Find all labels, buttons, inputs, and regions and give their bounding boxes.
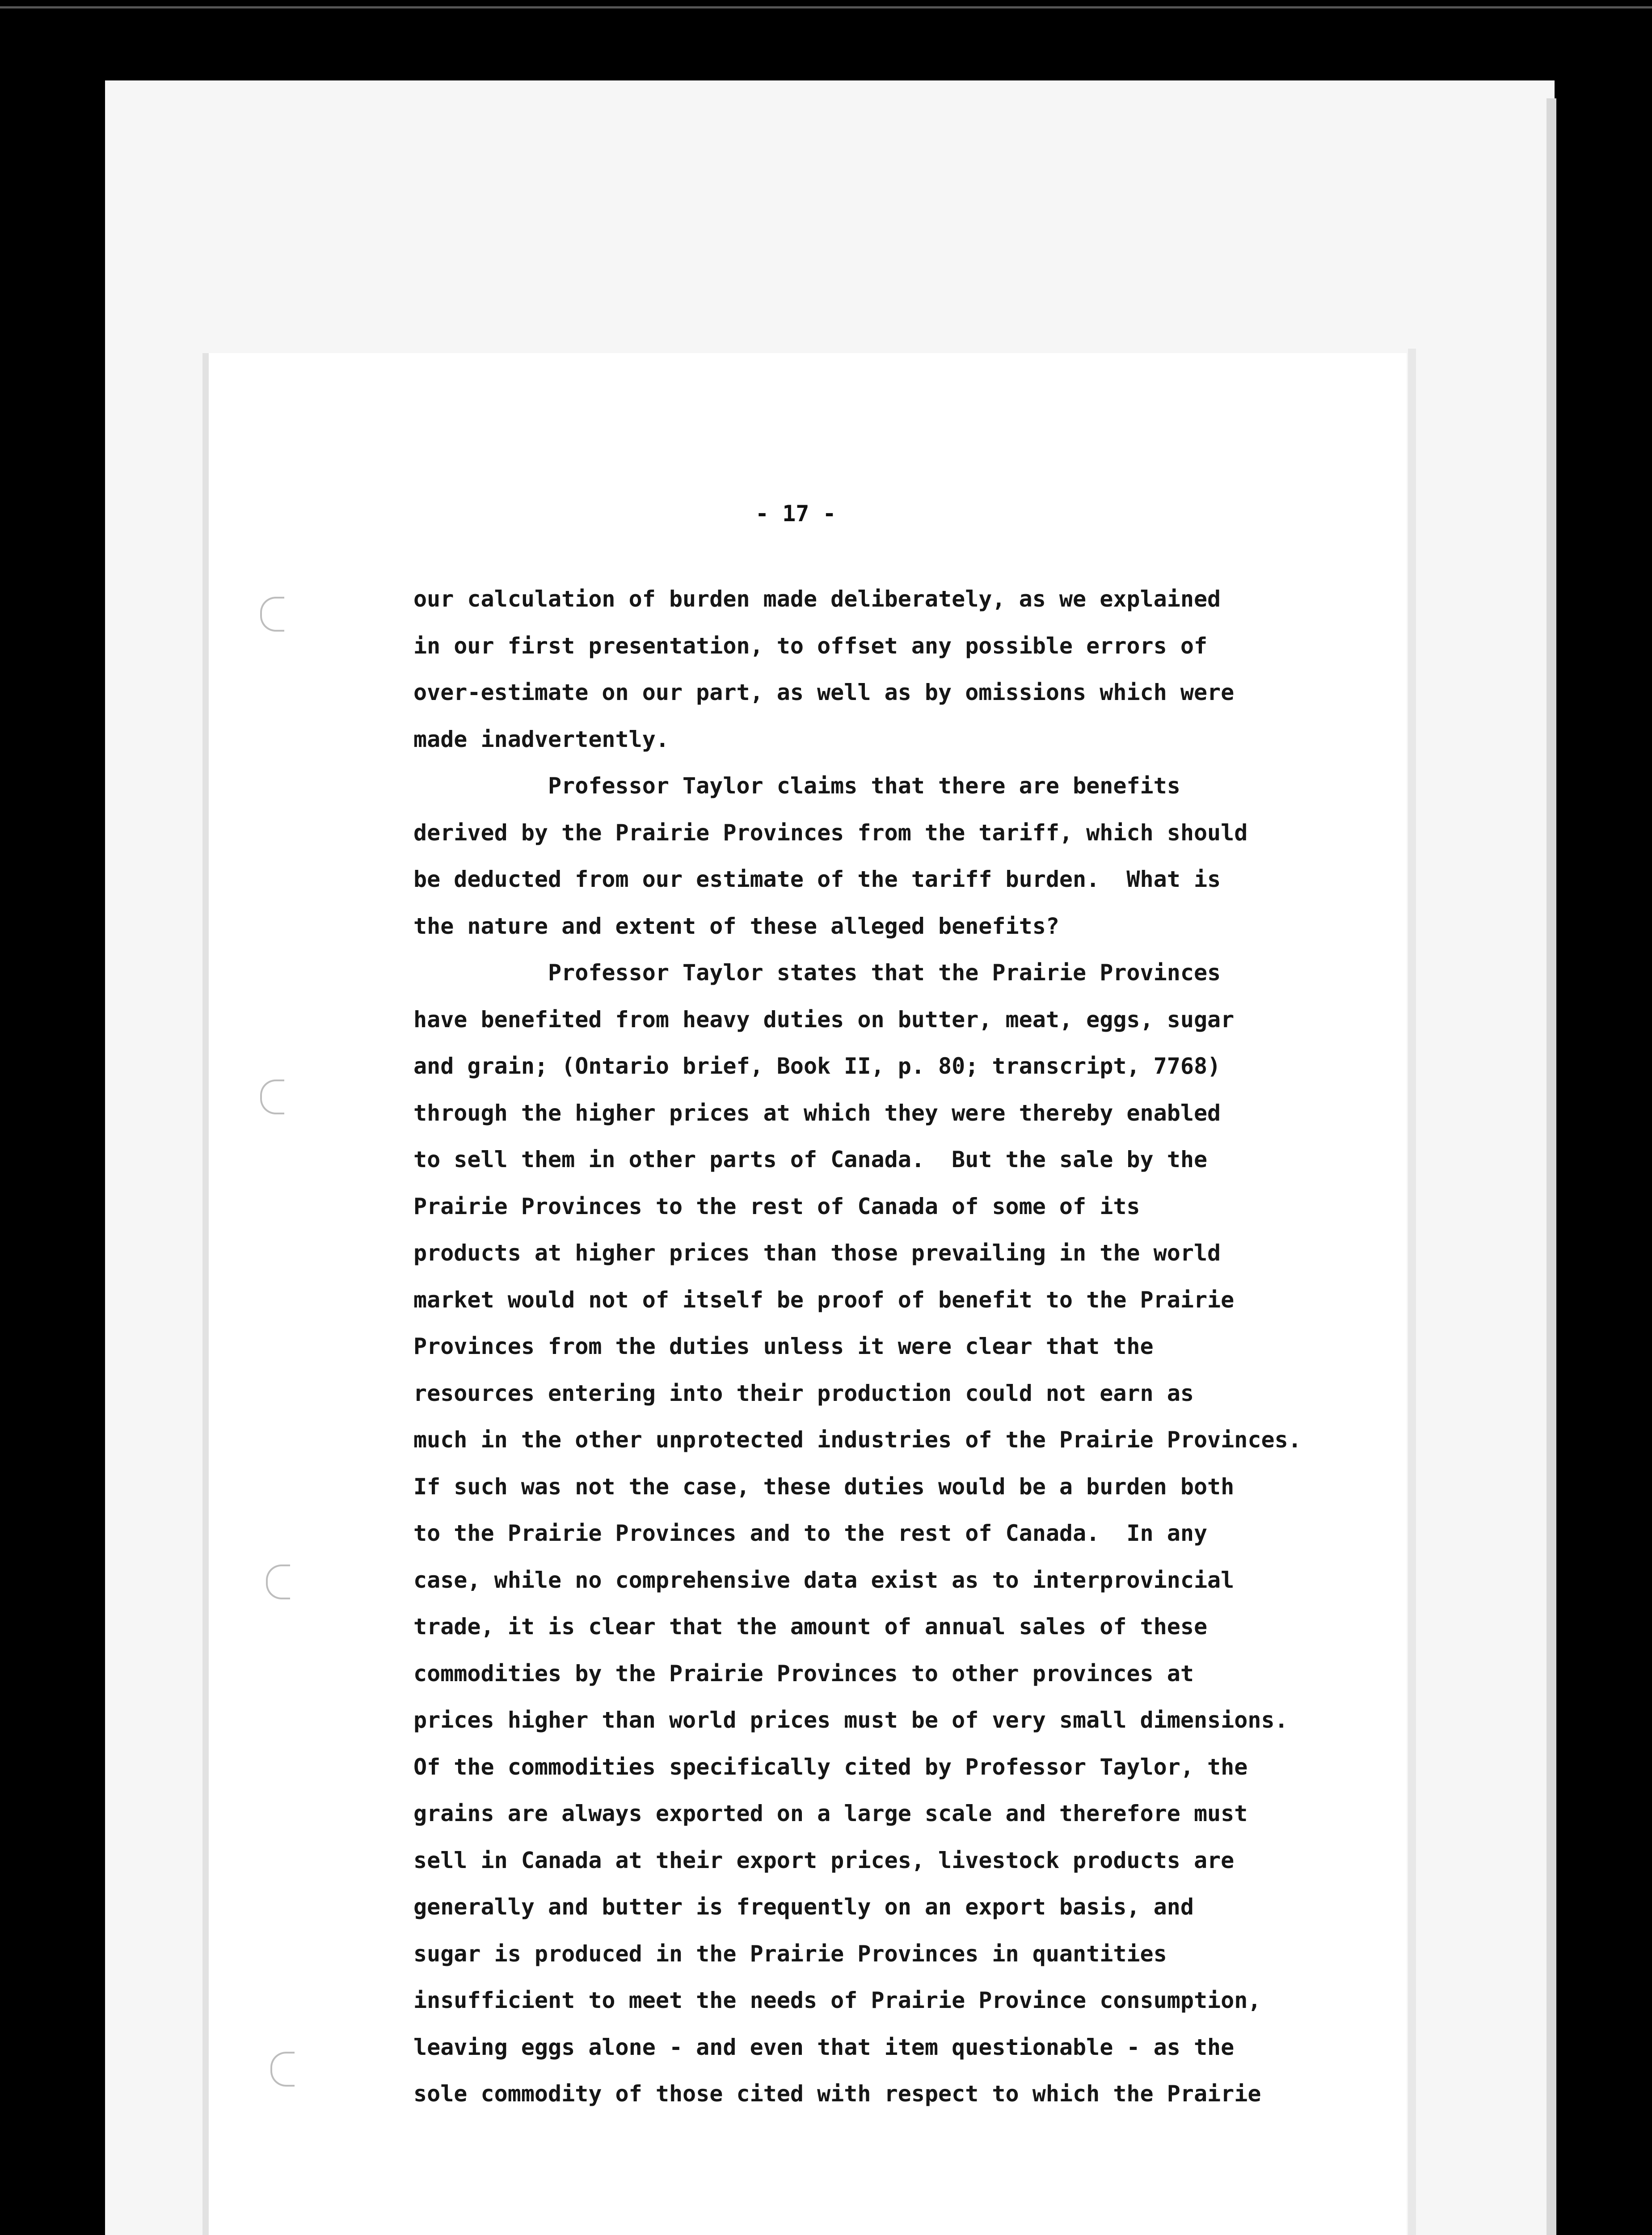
text-line: to the Prairie Provinces and to the rest of Canada. In any <box>413 1520 1208 1546</box>
text-line: resources entering into their production could not earn as <box>413 1380 1194 1406</box>
text-line: over-estimate on our part, as well as by omissions which were <box>413 679 1235 705</box>
text-line: much in the other unprotected industries of the Prairie Provinces. <box>413 1427 1302 1453</box>
punch-hole-3 <box>266 1564 290 1599</box>
text-line: and grain; (Ontario brief, Book II, p. 80; transcript, 7768) <box>413 1053 1221 1079</box>
text-line: leaving eggs alone - and even that item questionable - as the <box>413 2034 1235 2060</box>
text-line: trade, it is clear that the amount of annual sales of these <box>413 1614 1208 1640</box>
text-line: generally and butter is frequently on an export basis, and <box>413 1894 1194 1920</box>
punch-hole-1 <box>260 597 284 632</box>
text-line: have benefited from heavy duties on butter, meat, eggs, sugar <box>413 1006 1235 1033</box>
text-line: If such was not the case, these duties would be a burden both <box>413 1473 1235 1500</box>
text-line: be deducted from our estimate of the tariff burden. What is <box>413 866 1221 892</box>
text-line: sell in Canada at their export prices, livestock products are <box>413 1847 1235 1873</box>
text-line: Professor Taylor claims that there are benefits <box>413 773 1180 799</box>
text-line: Of the commodities specifically cited by Professor Taylor, the <box>413 1754 1248 1780</box>
text-line: to sell them in other parts of Canada. But the sale by the <box>413 1147 1208 1172</box>
text-line: case, while no comprehensive data exist as to interprovincial <box>413 1567 1235 1593</box>
text-line: derived by the Prairie Provinces from the tariff, which should <box>413 819 1248 846</box>
text-line: Professor Taylor states that the Prairie Provinces <box>413 960 1221 986</box>
punch-hole-4 <box>270 2052 295 2087</box>
text-line: prices higher than world prices must be of very small dimensions. <box>413 1707 1288 1733</box>
text-line: our calculation of burden made deliberately, as we explained <box>413 586 1221 612</box>
text-line: Provinces from the duties unless it were clear that the <box>413 1333 1154 1359</box>
top-border-rule <box>0 6 1652 8</box>
text-line: insufficient to meet the needs of Prairie Province consumption, <box>413 1987 1261 2013</box>
sheet-edge <box>1408 349 1416 2235</box>
text-line: market would not of itself be proof of benefit to the Prairie <box>413 1286 1235 1313</box>
text-line: sugar is produced in the Prairie Provinces in quantities <box>413 1940 1167 1967</box>
text-line: sole commodity of those cited with respect to which the Prairie <box>413 2081 1261 2107</box>
text-line: products at higher prices than those prevailing in the world <box>413 1240 1221 1266</box>
punch-hole-2 <box>260 1080 284 1114</box>
text-line: grains are always exported on a large scale and therefore must <box>413 1801 1248 1826</box>
mount-shadow <box>1547 98 1556 2235</box>
text-line: made inadvertently. <box>413 726 669 752</box>
text-line: through the higher prices at which they were thereby enabled <box>413 1100 1221 1126</box>
text-line: the nature and extent of these alleged benefits? <box>413 913 1059 939</box>
text-line: Prairie Provinces to the rest of Canada of some of its <box>413 1193 1140 1219</box>
page-number: - 17 - <box>755 501 836 527</box>
text-line: commodities by the Prairie Provinces to other provinces at <box>413 1660 1194 1687</box>
text-line: in our first presentation, to offset any possible errors of <box>413 633 1208 659</box>
